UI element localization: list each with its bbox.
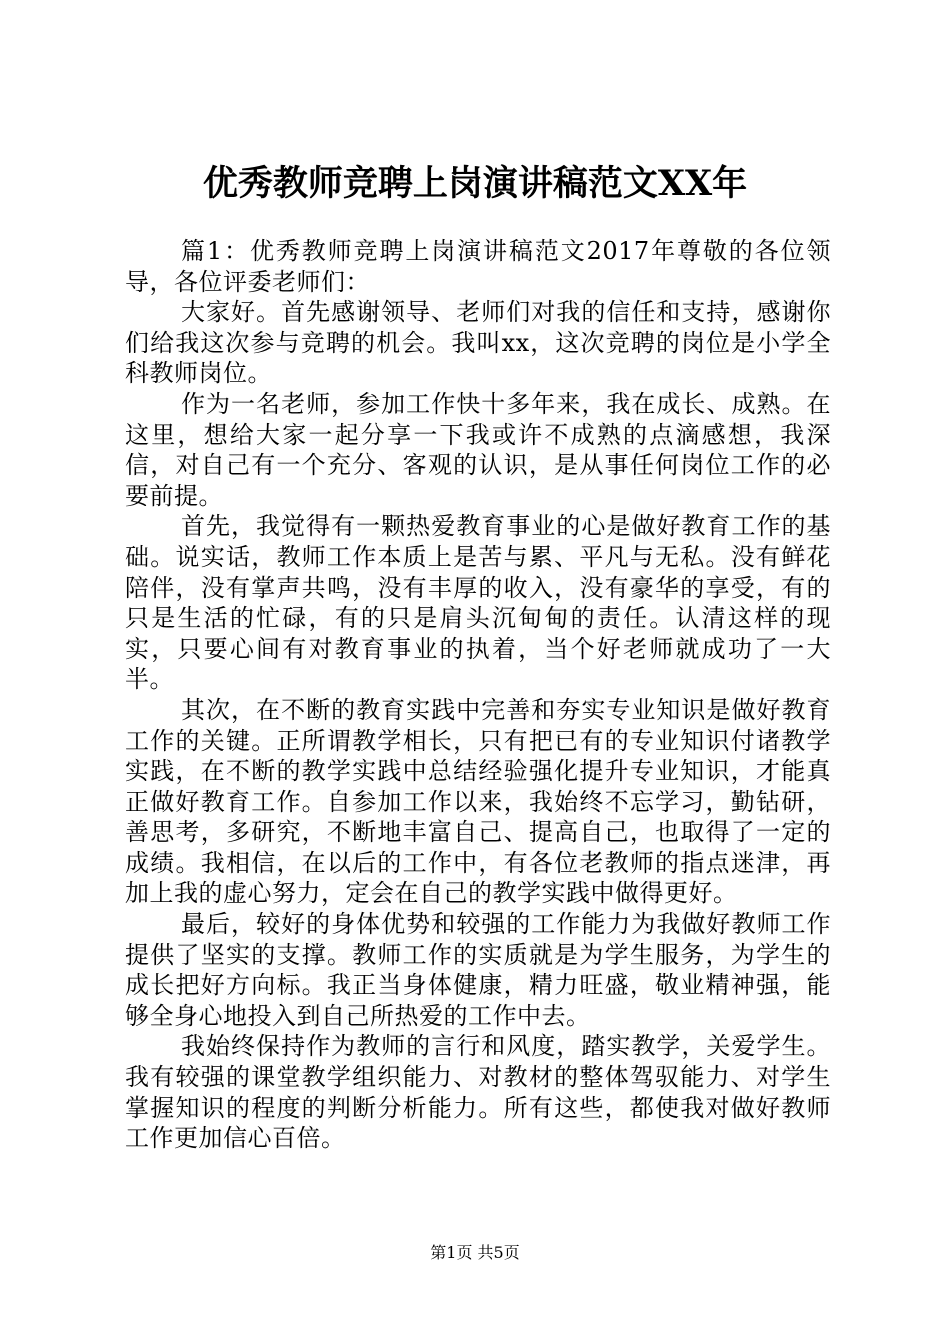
paragraph-1: 篇1：优秀教师竞聘上岗演讲稿范文2017年尊敬的各位领导，各位评委老师们： [125, 237, 831, 296]
document-title: 优秀教师竞聘上岗演讲稿范文XX年 [202, 163, 748, 204]
paragraph-5: 其次，在不断的教育实践中完善和夯实专业知识是做好教育工作的关键。正所谓教学相长，只有把已有的专业知识付诸教学实践，在不断的教学实践中总结经验强化提升专业知识，才能真正做好教育工作。自参加工作以来，我始终不忘学习，勤钻研，善思考，多研究，不断地丰富自己、提高自己，也取得了一定的成绩。我相信，在以后的工作中，有各位老教师的指点迷津，再加上我的虚心努力，定会在自己的教学实践中做得更好。 [125, 695, 831, 908]
paragraph-2: 大家好。首先感谢领导、老师们对我的信任和支持，感谢你们给我这次参与竞聘的机会。我叫xx，这次竞聘的岗位是小学全科教师岗位。 [125, 298, 831, 388]
document-body [125, 236, 831, 1154]
paragraph-4: 首先，我觉得有一颗热爱教育事业的心是做好教育工作的基础。说实话，教师工作本质上是苦与累、平凡与无私。没有鲜花陪伴，没有掌声共鸣，没有丰厚的收入，没有豪华的享受，有的只是生活的忙碌，有的只是肩头沉甸甸的责任。认清这样的现实，只要心间有对教育事业的执着，当个好老师就成功了一大半。 [125, 512, 831, 694]
paragraph-3: 作为一名老师，参加工作快十多年来，我在成长、成熟。在这里，想给大家一起分享一下我或许不成熟的点滴感想，我深信，对自己有一个充分、客观的认识，是从事任何岗位工作的必要前提。 [125, 389, 831, 510]
page-footer: 第1页 共5页 [430, 1243, 520, 1262]
paragraph-6: 最后，较好的身体优势和较强的工作能力为我做好教师工作提供了坚实的支撑。教师工作的实质就是为学生服务，为学生的成长把好方向标。我正当身体健康，精力旺盛，敬业精神强，能够全身心地投入到自己所热爱的工作中去。 [125, 910, 831, 1030]
paragraph-7: 我始终保持作为教师的言行和风度，踏实教学，关爱学生。我有较强的课堂教学组织能力、对教材的整体驾驭能力、对学生掌握知识的程度的判断分析能力。所有这些，都使我对做好教师工作更加信心百倍。 [125, 1032, 831, 1153]
